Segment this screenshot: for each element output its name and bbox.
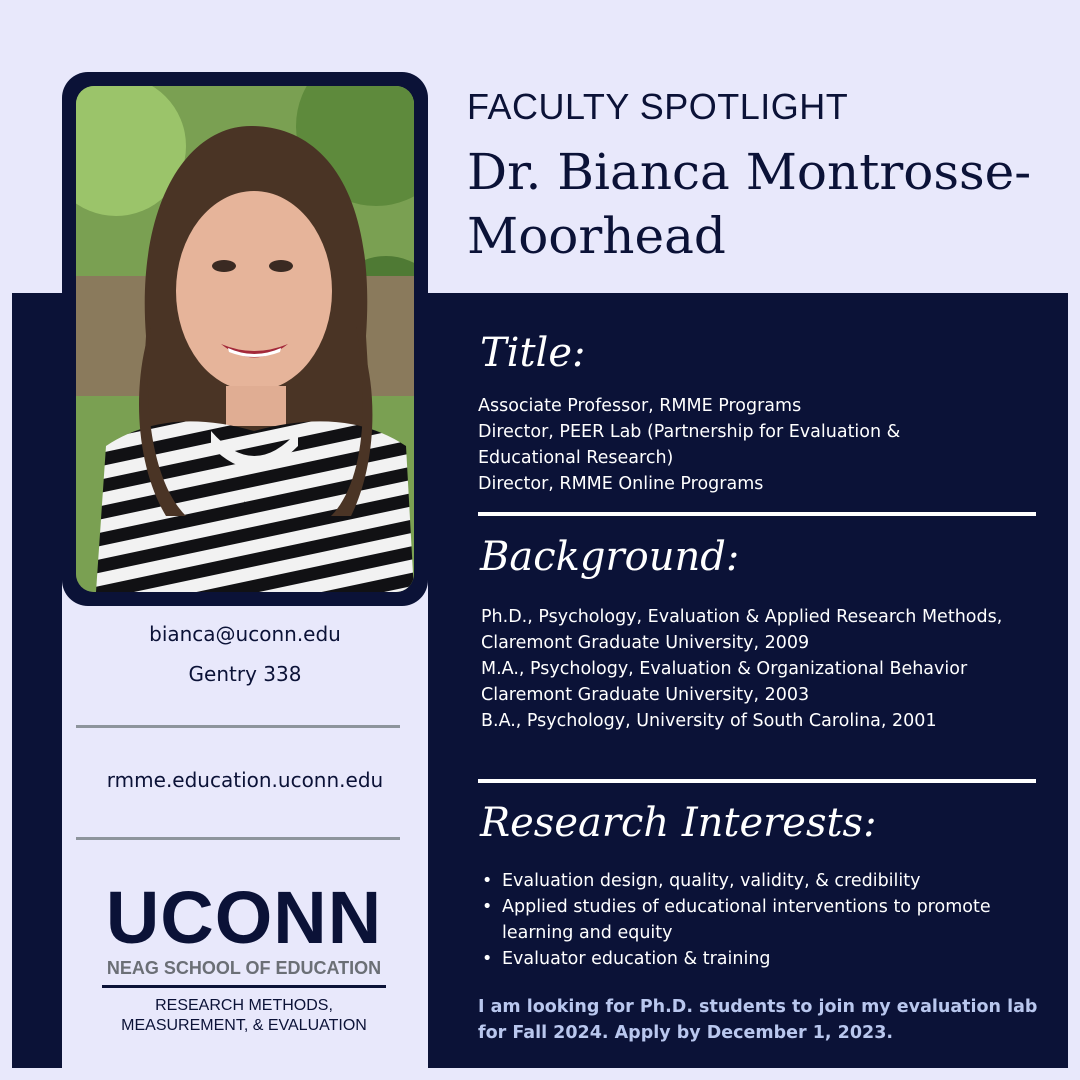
divider [478, 779, 1036, 783]
uconn-logo [96, 876, 392, 1036]
title-line: Associate Professor, RMME Programs [478, 396, 802, 416]
background-line: Claremont Graduate University, 2003 [481, 685, 810, 705]
background-details [481, 604, 1041, 734]
divider [478, 512, 1036, 516]
title-line: Director, PEER Lab (Partnership for Evaluation & [478, 422, 901, 442]
title-heading: Title: [480, 330, 586, 376]
title-line: Director, RMME Online Programs [478, 474, 764, 494]
research-interests-list [480, 868, 1040, 972]
logo-divider [102, 985, 386, 988]
spotlight-label: FACULTY SPOTLIGHT [467, 86, 849, 127]
email-address[interactable]: bianca@uconn.edu [149, 622, 341, 646]
title-details [478, 393, 1038, 497]
list-item: • Evaluation design, quality, validity, & credibility [480, 868, 1040, 894]
faculty-name: Dr. Bianca Montrosse-Moorhead [467, 143, 1032, 265]
divider [76, 725, 400, 728]
recruitment-note: I am looking for Ph.D. students to join my evaluation lab for Fall 2024. Apply by December 1, 2023. [478, 997, 1038, 1043]
list-item: • Applied studies of educational interventions to promote learning and equity [480, 894, 1040, 946]
background-line: Claremont Graduate University, 2009 [481, 633, 810, 653]
title-line: Educational Research) [478, 448, 674, 468]
research-heading: Research Interests: [480, 800, 877, 846]
faculty-photo [76, 86, 414, 592]
website-link[interactable]: rmme.education.uconn.edu [106, 768, 384, 792]
list-item: • Evaluator education & training [480, 946, 1040, 972]
divider [76, 837, 400, 840]
logo-wordmark: UCONN [105, 876, 383, 959]
background-line: M.A., Psychology, Evaluation & Organizational Behavior [481, 659, 968, 679]
office-location: Gentry 338 [188, 662, 302, 686]
logo-school-name: NEAG SCHOOL OF EDUCATION [106, 958, 382, 978]
background-line: B.A., Psychology, University of South Carolina, 2001 [481, 711, 937, 731]
logo-program-line1: RESEARCH METHODS, [155, 997, 333, 1014]
logo-program-line2: MEASUREMENT, & EVALUATION [121, 1017, 367, 1034]
background-heading: Background: [480, 534, 740, 580]
background-line: Ph.D., Psychology, Evaluation & Applied Research Methods, [481, 607, 1003, 627]
